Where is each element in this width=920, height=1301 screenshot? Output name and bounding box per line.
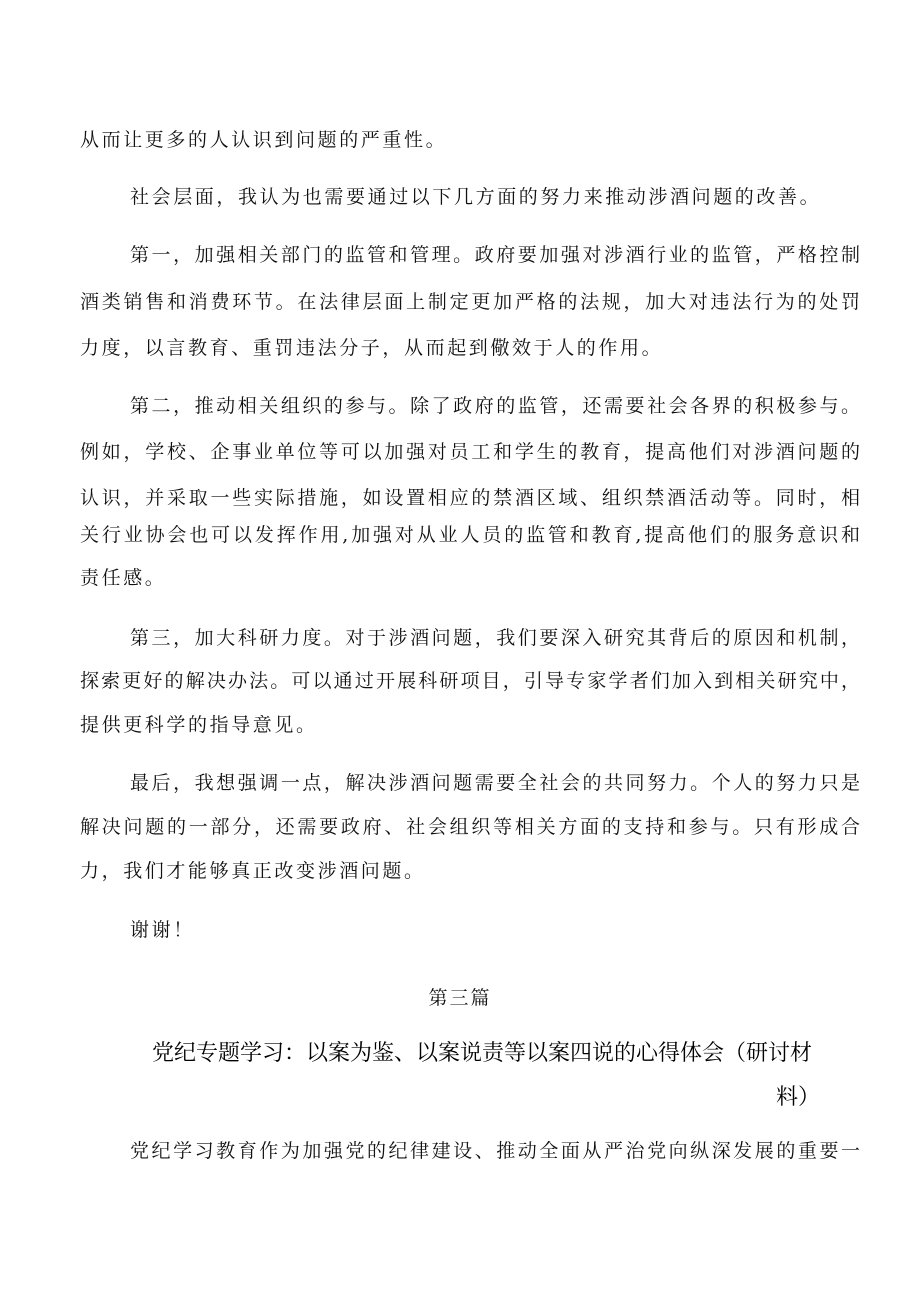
paragraph-line: 第一，加强相关部门的监管和管理。政府要加强对涉酒行业的监管，严格控制 — [130, 244, 860, 266]
paragraph-line: 从而让更多的人认识到问题的严重性。 — [80, 129, 448, 151]
paragraph-line: 最后，我想强调一点，解决涉酒问题需要全社会的共同努力。个人的努力只是 — [130, 772, 860, 794]
paragraph-line: 谢谢！ — [130, 919, 195, 941]
paragraph-line: 关行业协会也可以发挥作用,加强对从业人员的监管和教育,提高他们的服务意识和 — [80, 524, 860, 546]
paragraph-line: 力，我们才能够真正改变涉酒问题。 — [80, 860, 426, 882]
paragraph-line: 第二，推动相关组织的参与。除了政府的监管，还需要社会各界的积极参与。 — [130, 395, 860, 417]
paragraph-line: 力度，以言教育、重罚违法分子，从而起到儆效于人的作用。 — [80, 337, 664, 359]
paragraph-line: 党纪学习教育作为加强党的纪律建设、推动全面从严治党向纵深发展的重要一 — [130, 1140, 860, 1162]
paragraph-line: 认识，并采取一些实际措施，如设置相应的禁酒区域、组织禁酒活动等。同时，相 — [80, 487, 860, 509]
paragraph-line: 社会层面，我认为也需要通过以下几方面的努力来推动涉酒问题的改善。 — [130, 186, 822, 208]
paragraph-line: 解决问题的一部分，还需要政府、社会组织等相关方面的支持和参与。只有形成合 — [80, 816, 860, 838]
paragraph-line: 例如，学校、企事业单位等可以加强对员工和学生的教育，提高他们对涉酒问题的 — [80, 441, 860, 463]
paragraph-line: 酒类销售和消费环节。在法律层面上制定更加严格的法规，加大对违法行为的处罚 — [80, 291, 860, 313]
paragraph-line: 责任感。 — [80, 567, 167, 589]
article-title-line: 料） — [776, 1085, 821, 1110]
paragraph-line: 第三，加大科研力度。对于涉酒问题，我们要深入研究其背后的原因和机制， — [130, 627, 860, 649]
article-title-line: 党纪专题学习：以案为鉴、以案说责等以案四说的心得体会（研讨材 — [152, 1041, 813, 1066]
paragraph-line: 提供更科学的指导意见。 — [80, 714, 318, 736]
section-heading: 第三篇 — [428, 987, 492, 1009]
paragraph-line: 探索更好的解决办法。可以通过开展科研项目，引导专家学者们加入到相关研究中， — [80, 670, 860, 692]
